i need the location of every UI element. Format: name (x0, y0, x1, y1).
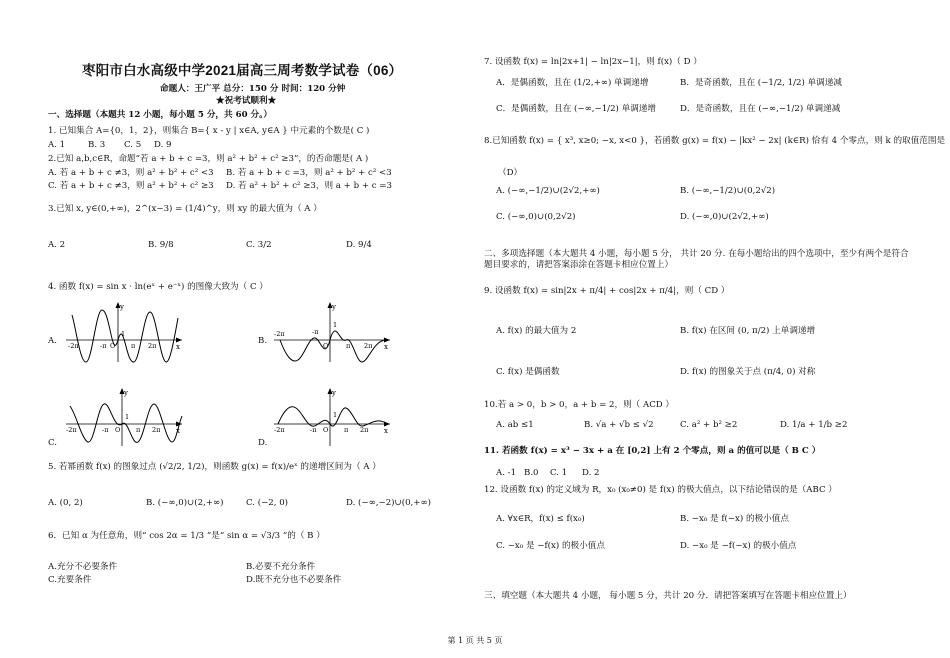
q8-option-a: A. (−∞,−1/2)∪(2√2,+∞) (496, 186, 600, 196)
graph-a-pi: π (131, 342, 136, 350)
graph-d-one: 1 (333, 411, 338, 419)
graph-b-negpi: -π (312, 328, 319, 336)
graph-b (270, 300, 394, 364)
graph-d-origin: O (323, 426, 329, 434)
q6-option-a: A.充分不必要条件 (48, 562, 118, 572)
graph-a-negpi: -π (100, 342, 107, 350)
q10-option-c: C. a² + b² ≥2 (680, 420, 738, 430)
q1-option-c: C. 5 (124, 140, 142, 150)
graph-a (62, 300, 186, 364)
q8-option-d: D. (−∞,0)∪(2√2,+∞) (680, 212, 769, 222)
q8-option-b: B. (−∞,−1/2)∪(0,2√2) (680, 186, 776, 196)
q6-option-d: D.既不充分也不必要条件 (246, 575, 342, 585)
q11-stem: 11. 若函数 f(x) = x³ − 3x + a 在 [0,2] 上有 2 个零点，则 a 的值可以是（ B C ） (484, 446, 821, 456)
q1-option-b: B. 3 (88, 140, 106, 150)
graph-d (270, 386, 394, 448)
q9-option-d: D. f(x) 的图象关于点 (π/4, 0) 对称 (680, 367, 816, 377)
q8-option-c: C. (−∞,0)∪(0,2√2) (496, 212, 576, 222)
q5-option-b: B. (−∞,0)∪(2,+∞) (146, 498, 224, 508)
page-footer: 第 1 页 共 5 页 (447, 636, 503, 645)
q9-option-b: B. f(x) 在区间 (0, π/2) 上单调递增 (680, 326, 816, 336)
exam-meta: 命题人：王广平 总分：150 分 时间：120 分钟 (160, 84, 346, 94)
graph-d-2pi: 2π (360, 426, 369, 434)
q2-stem: 2.已知 a,b,c∈R，命题“若 a + b + c =3，则 a² + b² + c² ≥3”，的否命题是( A ) (48, 154, 369, 164)
q10-option-d: D. 1/a + 1/b ≥2 (780, 420, 848, 430)
q11-option-c: C. 1 (550, 468, 568, 478)
q6-option-b: B.必要不充分条件 (246, 562, 316, 572)
q2-option-d: D. 若 a² + b² + c² ≥3，则 a + b + c =3 (226, 181, 392, 191)
q8-answer: （D） (498, 168, 523, 178)
exam-title: 枣阳市白水高级中学2021届高三周考数学试卷（06） (82, 63, 403, 78)
graph-a-origin: O (110, 342, 116, 350)
q9-option-a: A. f(x) 的最大值为 2 (496, 326, 577, 336)
q2-option-c: C. 若 a + b + c ≠3，则 a² + b² + c² ≥3 (48, 181, 214, 191)
graph-a-y-label: y (120, 303, 124, 311)
q1-stem: 1. 已知集合 A={0，1，2}，则集合 B={ x - y | x∈A, y∈A } 中元素的个数是( C ) (48, 126, 370, 136)
graph-d-pi: π (344, 426, 349, 434)
graph-c-one: 1 (125, 413, 130, 421)
graph-b-origin: O (323, 342, 329, 350)
q12-option-c: C. −x₀ 是 −f(x) 的极小值点 (496, 541, 605, 551)
q7-stem: 7. 设函数 f(x) = ln|2x+1| − ln|2x−1|，则 f(x)（ D ） (484, 57, 702, 67)
q12-stem: 12. 设函数 f(x) 的定义域为 R，x₀ (x₀≠0) 是 f(x) 的极大值点，以下结论错误的是（ABC ） (484, 485, 837, 495)
graph-b-x-label: x (384, 343, 388, 351)
q7-option-a: A．是偶函数，且在 (1/2,+∞) 单调递增 (496, 78, 649, 88)
q7-option-d: D．是奇函数，且在 (−∞,−1/2) 单调递减 (680, 104, 841, 114)
graph-c-2pi: 2π (152, 426, 161, 434)
graph-b-y-label: y (332, 303, 336, 311)
graph-c-x-label: x (176, 427, 180, 435)
q3-option-c: C. 3/2 (246, 240, 272, 250)
q4-option-d-label: D. (258, 438, 268, 448)
section-1-heading: 一、选择题（本题共 12 小题，每小题 5 分，共 60 分。） (48, 110, 273, 120)
q9-stem: 9. 设函数 f(x) = sin|2x + π/4| + cos|2x + π/4|，则（ CD ） (484, 286, 730, 296)
q10-option-b: B. √a + √b ≤ √2 (584, 420, 654, 430)
graph-c-origin: O (115, 426, 121, 434)
q7-option-c: C．是偶函数，且在 (−∞,−1/2) 单调递增 (496, 104, 656, 114)
section-3-heading: 三、填空题（本大题共 4 小题， 每小题 5 分，共计 20 分．请把答案填写在答题卡相应位置上） (484, 591, 852, 601)
graph-b-2pi: 2π (364, 342, 373, 350)
q9-option-c: C. f(x) 是偶函数 (496, 367, 560, 377)
graph-a-x-label: x (176, 343, 180, 351)
q12-option-a: A. ∀x∈R，f(x) ≤ f(x₀) (496, 514, 585, 524)
graph-d-neg2pi: -2π (274, 426, 285, 434)
q1-option-a: A. 1 (48, 140, 66, 150)
q3-option-b: B. 9/8 (148, 240, 174, 250)
q12-option-b: B. −x₀ 是 f(−x) 的极小值点 (680, 514, 789, 524)
graph-a-one: 1 (121, 330, 126, 338)
q5-option-c: C. (−2, 0) (246, 498, 289, 508)
q1-option-d: D. 9 (154, 140, 172, 150)
graph-b-one: 1 (333, 321, 338, 329)
graph-d-negpi: -π (310, 426, 317, 434)
q11-option-a: A. -1 (496, 468, 517, 478)
graph-d-y-label: y (332, 389, 336, 397)
graph-b-pi: π (346, 342, 351, 350)
q3-option-d: D. 9/4 (346, 240, 372, 250)
graph-c-negpi: -π (102, 426, 109, 434)
q4-option-b-label: B. (258, 336, 268, 346)
q11-option-d: D. 2 (582, 468, 600, 478)
exam-wish: ★祝考试顺利★ (216, 96, 277, 106)
q4-option-c-label: C. (48, 438, 58, 448)
graph-b-neg2pi: -2π (274, 330, 285, 338)
q4-option-a-label: A. (48, 336, 57, 346)
graph-c (62, 386, 186, 448)
q10-stem: 10.若 a > 0，b > 0，a + b = 2，则（ ACD ） (484, 400, 674, 410)
graph-d-x-label: x (384, 427, 388, 435)
q7-option-b: B．是奇函数，且在 (−1/2, 1/2) 单调递减 (680, 78, 842, 88)
q3-option-a: A. 2 (48, 240, 66, 250)
graph-c-pi: π (136, 426, 141, 434)
q5-option-d: D. (−∞,−2)∪(0,+∞) (346, 498, 431, 508)
graph-c-y-label: y (124, 389, 128, 397)
q12-option-d: D. −x₀ 是 −f(−x) 的极小值点 (680, 541, 797, 551)
graph-a-neg2pi: -2π (68, 342, 79, 350)
graph-a-2pi: 2π (148, 342, 157, 350)
graph-c-neg2pi: -2π (66, 426, 77, 434)
q11-option-b: B.0 (524, 468, 539, 478)
q5-option-a: A. (0, 2) (48, 498, 83, 508)
q2-option-b: B. 若 a + b + c =3，则 a² + b² + c² <3 (226, 168, 392, 178)
q3-stem: 3.已知 x, y∈(0,+∞)，2^(x−3) = (1/4)^y，则 xy 的最大值为（ A ） (48, 204, 322, 214)
q5-stem: 5. 若幂函数 f(x) 的图象过点 (√2/2, 1/2)，则函数 g(x) = f(x)/eˣ 的递增区间为（ A ） (48, 462, 381, 472)
q6-stem: 6．已知 α 为任意角，则“ cos 2α = 1/3 ”是“ sin α = √3/3 ”的（ B ） (48, 531, 325, 541)
q2-option-a: A. 若 a + b + c ≠3，则 a² + b² + c² <3 (48, 168, 214, 178)
q6-option-c: C.充要条件 (48, 575, 92, 585)
section-2-heading: 二、多项选择题（本大题共 4 小题，每小题 5 分， 共计 20 分. 在每小题给出的四个选项中，至少有两个是符合题目要求的，请把答案添涂在答题卡相应位置上） (484, 249, 909, 270)
q4-stem: 4. 函数 f(x) = sin x · ln(eˣ + e⁻ˣ) 的图像大致为（ C ） (48, 282, 268, 292)
q10-option-a: A. ab ≤1 (496, 420, 534, 430)
q8-stem: 8.已知函数 f(x) = { x³, x≥0; −x, x<0 }，若函数 g(x) = f(x) − |kx² − 2x| (k∈R) 恰有 4 个零点，则 k 的取值范围是 (484, 136, 946, 146)
